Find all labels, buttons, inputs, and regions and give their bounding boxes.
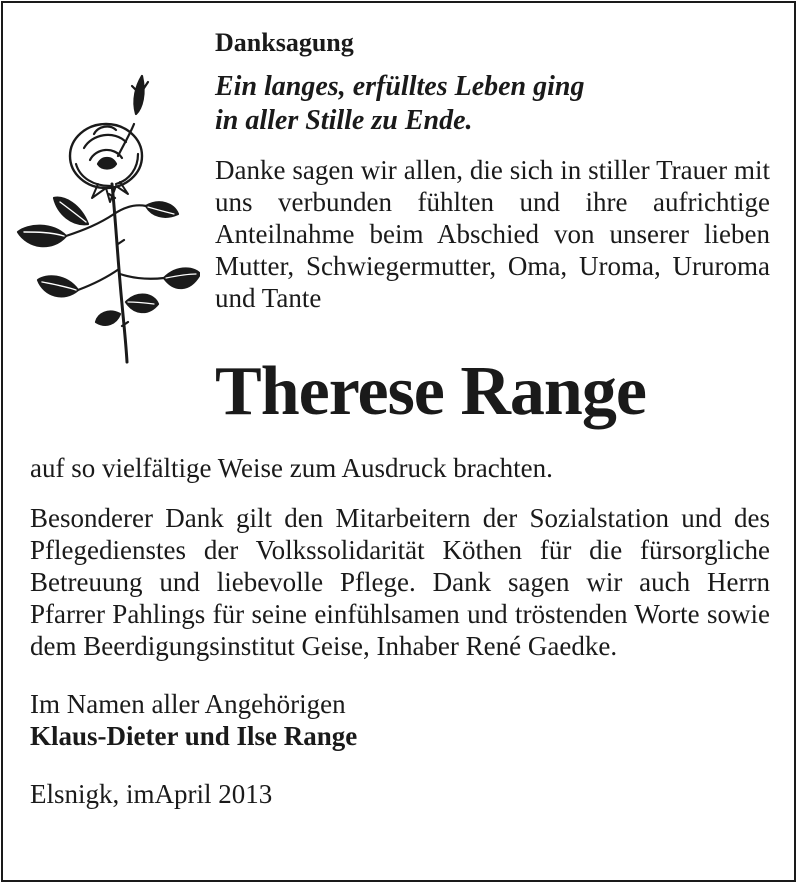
memorial-quote: Ein langes, erfülltes Leben ging in aller Stille zu Ende.: [215, 71, 585, 136]
notice-header: [215, 28, 770, 314]
on-behalf-line: Im Namen aller Angehörigen: [30, 689, 346, 719]
deceased-name: Therese Range: [215, 353, 646, 430]
rose-icon: [14, 64, 200, 364]
notice-body: [30, 452, 770, 810]
place-date: Elsnigk, imApril 2013: [30, 779, 273, 809]
special-thanks-paragraph: Besonderer Dank gilt den Mitarbeitern der Sozialstation und des Pflegedienstes der Volkssolidarität Köthen für die fürsorgliche Betreuung und liebevolle Pflege. Dank sagen wir auch Herrn Pfarrer Pahlings für seine einfühlsamen und tröstenden Worte sowie dem Beerdigungsinstitut Geise, Inhaber René Gaedke.: [30, 503, 770, 661]
continuation-text: auf so vielfältige Weise zum Ausdruck brachten.: [30, 453, 553, 483]
signatories: Klaus-Dieter und Ilse Range: [30, 721, 358, 751]
notice-heading: Danksagung: [215, 28, 354, 57]
thanks-intro: Danke sagen wir allen, die sich in stiller Trauer mit uns verbunden fühlten und ihre aufrichtige Anteilnahme beim Abschied von unserer lieben Mutter, Schwiegermutter, Oma, Uroma, Ururoma und Tante: [215, 155, 770, 313]
